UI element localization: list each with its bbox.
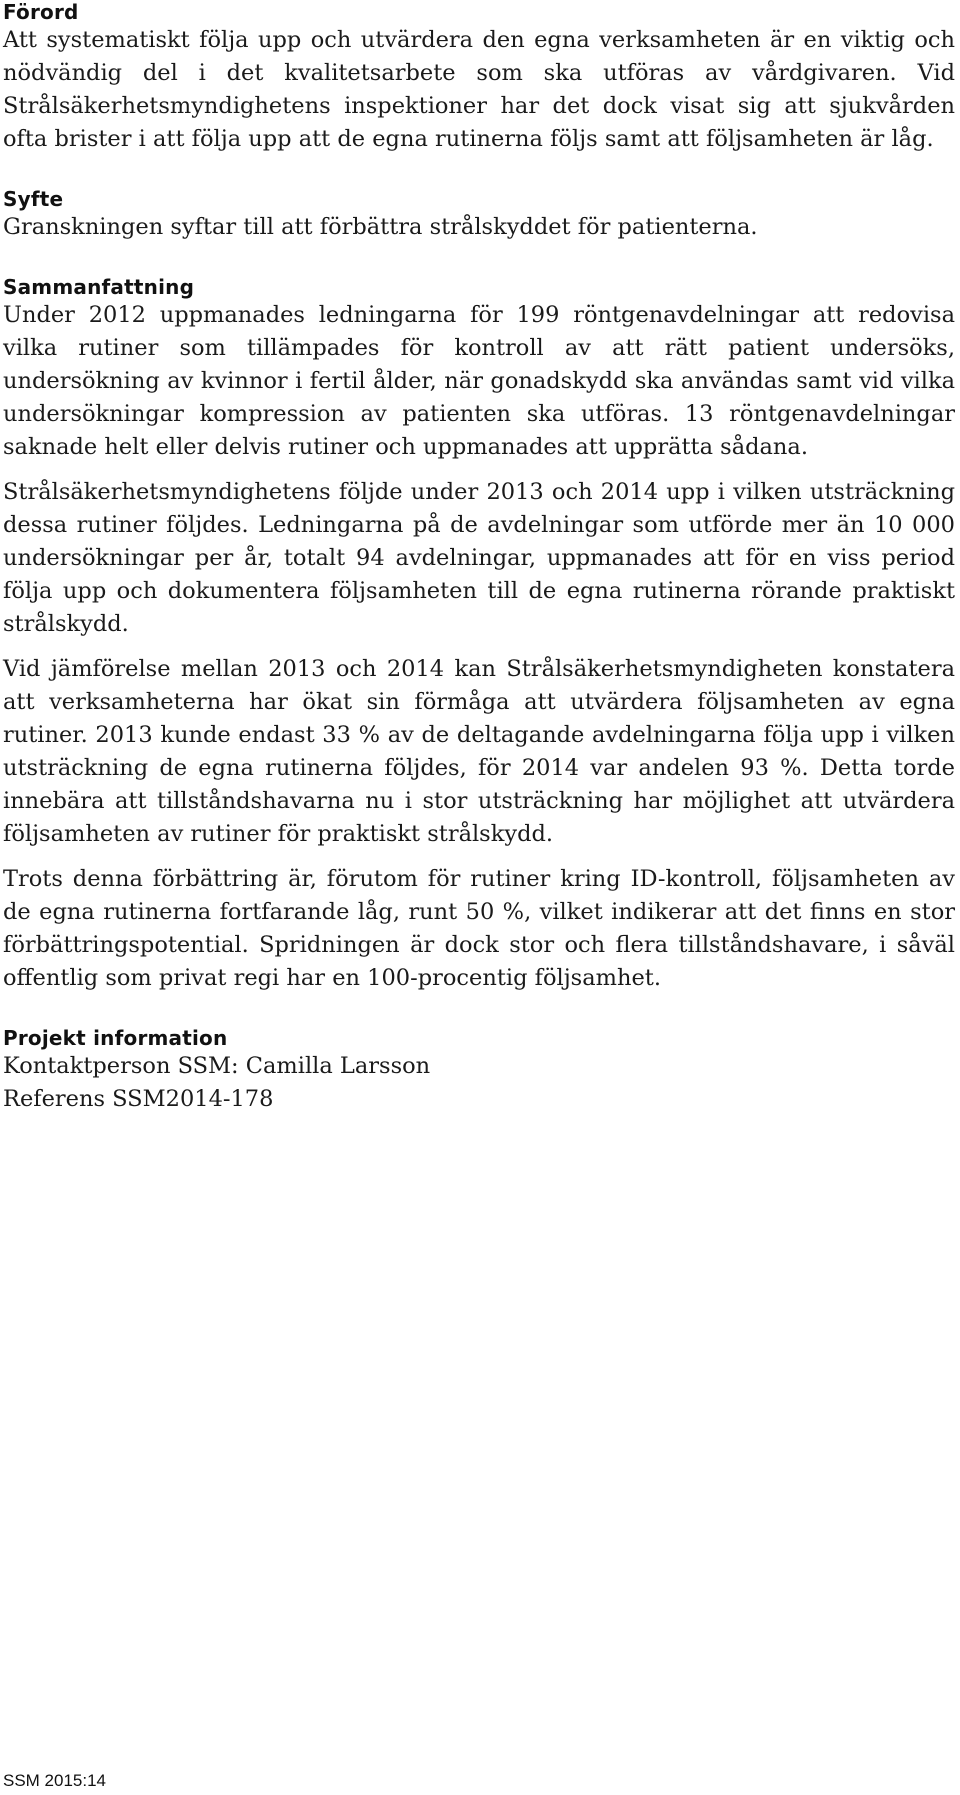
reference-number: Referens SSM2014-178 — [3, 1086, 274, 1112]
sammanfattning-paragraph-1: Under 2012 uppmanades ledningarna för 199 röntgenavdelningar att redovisa vilka rutiner som tillämpades för kontroll av att rätt patient undersöks, undersökning av kvinnor i fertil ålder, när gonadskydd ska användas samt vid vilka undersökningar kompression av patienten ska utföras. 13 röntgenavdelningar saknade helt eller delvis rutiner och uppmanades att upprätta sådana. — [3, 302, 955, 460]
sammanfattning-heading: Sammanfattning — [3, 275, 195, 299]
syfte-body: Granskningen syftar till att förbättra strålskyddet för patienterna. — [3, 214, 758, 240]
section-syfte — [3, 187, 955, 244]
sammanfattning-paragraph-3: Vid jämförelse mellan 2013 och 2014 kan Strålsäkerhetsmyndigheten konstatera att verksamheterna har ökat sin förmåga att utvärdera följsamheten av egna rutiner. 2013 kunde endast 33 % av de deltagande avdelningarna följa upp i vilken utsträckning de egna rutinerna följdes, för 2014 var andelen 93 %. Detta torde innebära att tillståndshavarna nu i stor utsträckning har möjlighet att utvärdera följsamheten av rutiner för praktiskt strålskydd. — [3, 656, 955, 847]
syfte-heading: Syfte — [3, 187, 64, 211]
footer-report-number: SSM 2015:14 — [3, 1771, 107, 1790]
forord-heading: Förord — [3, 0, 79, 24]
contact-person: Kontaktperson SSM: Camilla Larsson — [3, 1053, 431, 1079]
section-sammanfattning — [3, 275, 955, 995]
forord-body: Att systematiskt följa upp och utvärdera den egna verksamheten är en viktig och nödvändig del i det kvalitetsarbete som ska utföras av vårdgivaren. Vid Strålsäkerhetsmyndighetens inspektioner har det dock visat sig att sjukvården ofta brister i att följa upp att de egna rutinerna följs samt att följsamheten är låg. — [3, 27, 955, 152]
sammanfattning-paragraph-4: Trots denna förbättring är, förutom för rutiner kring ID-kontroll, följsamheten av de egna rutinerna fortfarande låg, runt 50 %, vilket indikerar att det finns en stor förbättringspotential. Spridningen är dock stor och flera tillståndshavare, i såväl offentlig som privat regi har en 100-procentig följsamhet. — [3, 866, 955, 991]
document-page — [3, 0, 955, 1116]
sammanfattning-paragraph-2: Strålsäkerhetsmyndighetens följde under 2013 och 2014 upp i vilken utsträckning dessa rutiner följdes. Ledningarna på de avdelningar som utförde mer än 10 000 undersökningar per år, totalt 94 avdelningar, uppmanades att för en viss period följa upp och dokumentera följsamheten till de egna rutinerna rörande praktiskt strålskydd. — [3, 479, 955, 637]
section-forord — [3, 0, 955, 156]
section-projekt-information — [3, 1026, 955, 1116]
projekt-heading: Projekt information — [3, 1026, 228, 1050]
